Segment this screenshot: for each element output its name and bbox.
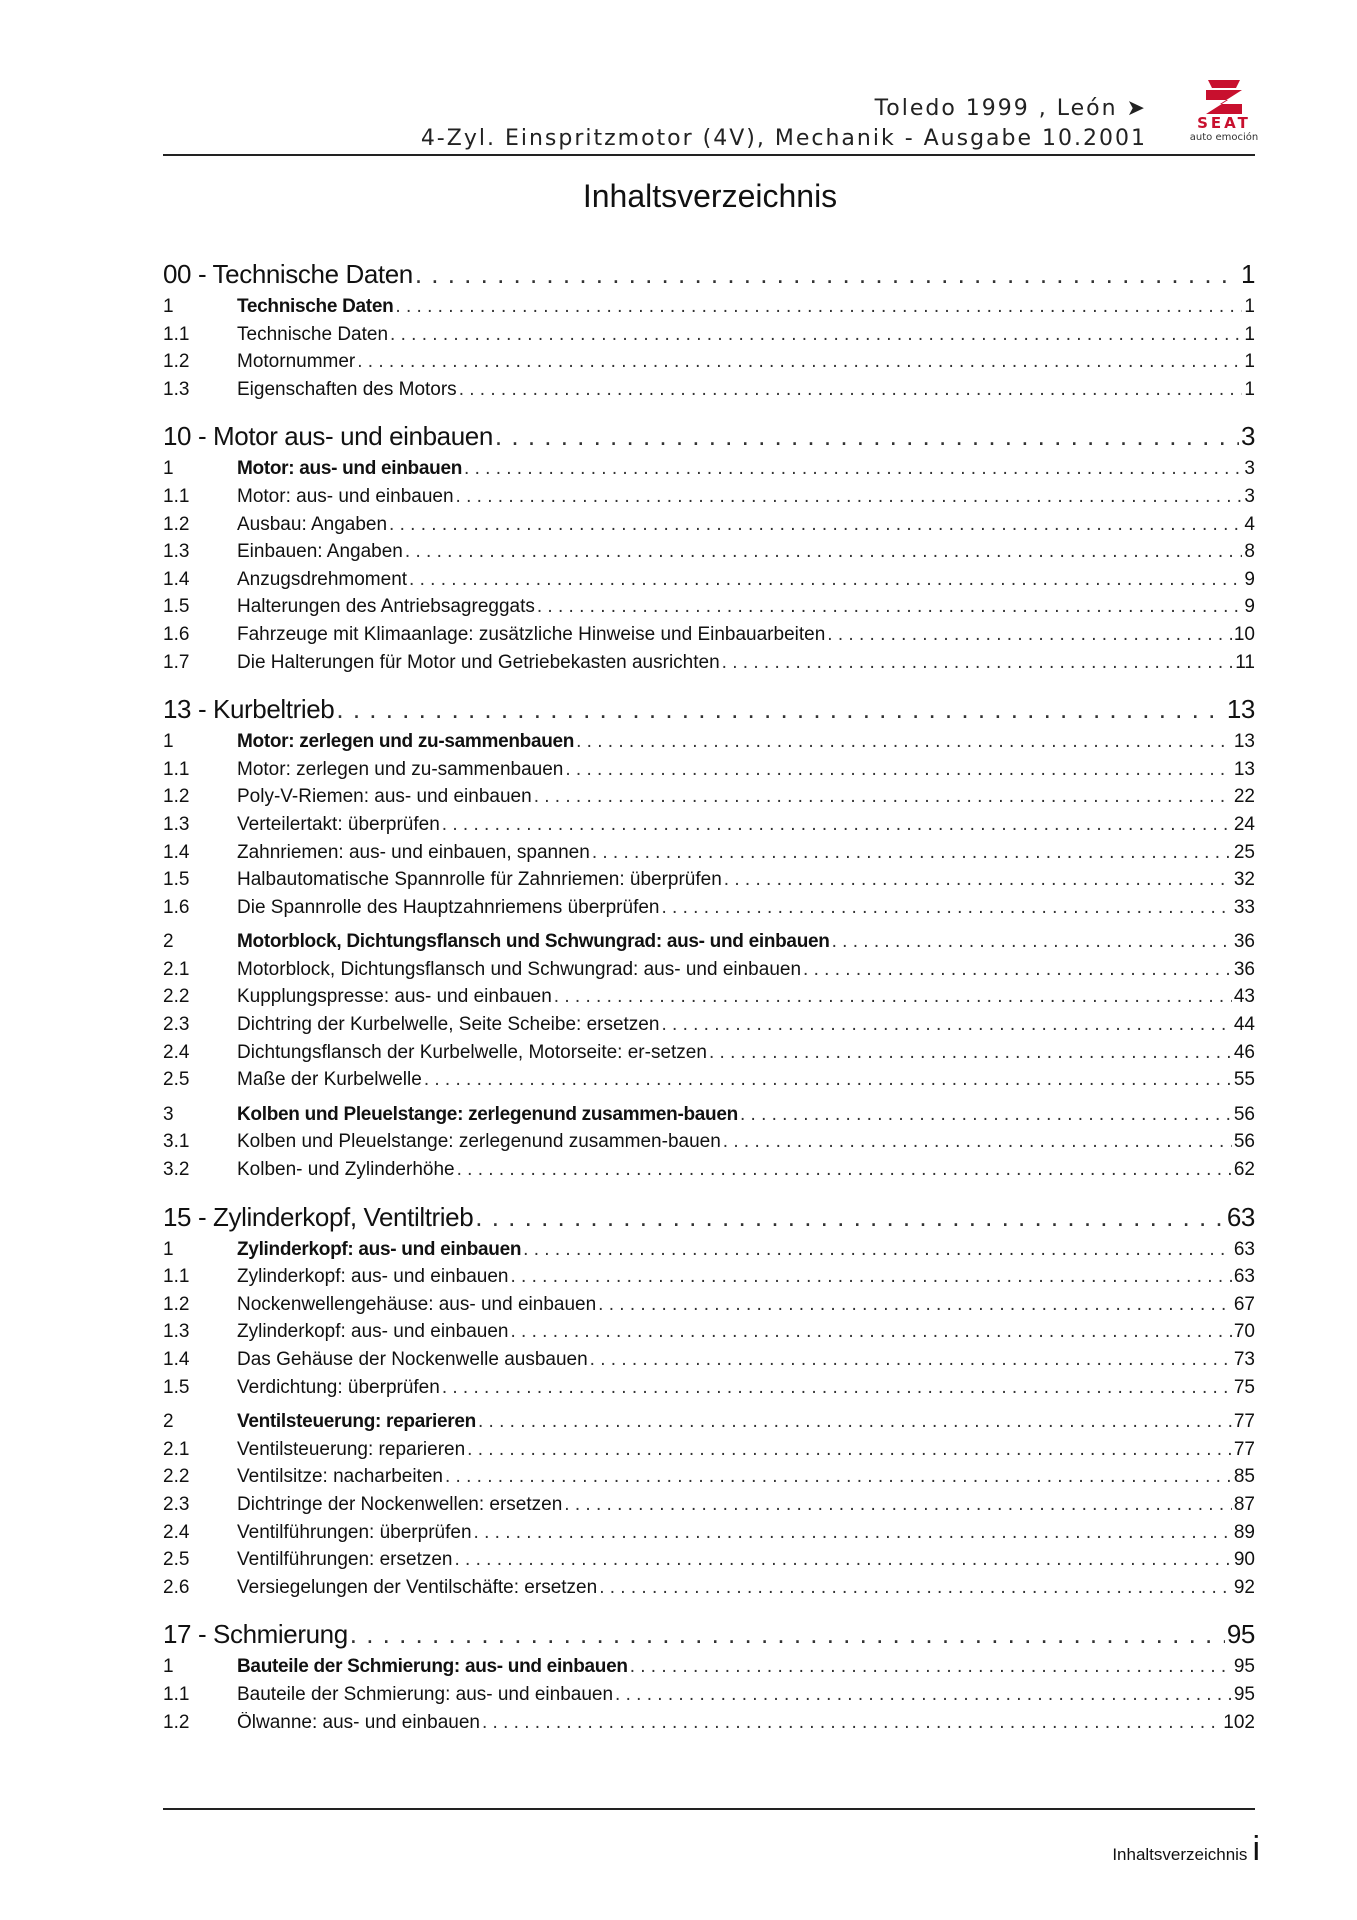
subsection-entry[interactable]	[163, 759, 1255, 787]
entry-page-number: 77	[1233, 1411, 1255, 1433]
chapter-entry[interactable]	[163, 1619, 1255, 1656]
subsection-entry[interactable]	[163, 897, 1255, 925]
entry-number: 3	[163, 1103, 174, 1125]
entry-page-number: 77	[1233, 1438, 1255, 1460]
entry-page-number: 3	[1244, 485, 1255, 507]
dot-leader	[740, 1104, 1232, 1126]
entry-number: 1.4	[163, 568, 190, 590]
entry-number: 1.5	[163, 596, 190, 618]
entry-number: 1	[163, 458, 174, 480]
dot-leader	[409, 569, 1242, 591]
entry-number: 1	[163, 296, 174, 317]
dot-leader	[395, 296, 1242, 318]
entry-number: 1	[163, 1238, 174, 1260]
entry-page-number: 56	[1233, 1103, 1255, 1125]
dot-leader	[482, 1712, 1221, 1734]
dot-leader	[455, 1549, 1232, 1571]
entry-page-number: 90	[1233, 1549, 1255, 1571]
subsection-entry[interactable]	[163, 842, 1255, 870]
entry-title: Fahrzeuge mit Klimaanlage: zusätzliche Hinweise und Einbauarbeiten	[237, 623, 826, 645]
chapter-spacer	[163, 1604, 1255, 1616]
entry-title: Versiegelungen der Ventilschäfte: ersetzen	[237, 1576, 598, 1598]
entry-title: Bauteile der Schmierung: aus- und einbauen	[237, 1656, 628, 1678]
entry-title: Ausbau: Angaben	[237, 513, 388, 535]
entry-title: Halterungen des Antriebsagreggats	[237, 596, 535, 618]
entry-title: Motor: zerlegen und zu-sammenbauen	[237, 758, 564, 780]
dot-leader	[576, 731, 1232, 753]
entry-title: Motorblock, Dichtungsflansch und Schwungrad: aus- und einbauen	[237, 931, 830, 953]
dot-leader	[709, 1042, 1232, 1064]
section-entry[interactable]	[163, 296, 1255, 324]
entry-page-number: 70	[1233, 1321, 1255, 1343]
subsection-entry[interactable]	[163, 869, 1255, 897]
entry-page-number: 3	[1244, 458, 1255, 480]
dot-leader	[456, 486, 1243, 508]
dot-leader	[592, 842, 1232, 864]
subsection-entry[interactable]	[163, 596, 1255, 624]
dot-leader	[554, 986, 1232, 1008]
dot-leader	[442, 814, 1232, 836]
subsection-entry[interactable]	[163, 1159, 1255, 1187]
subsection-entry[interactable]	[163, 514, 1255, 542]
entry-number: 1.2	[163, 513, 190, 535]
subsection-entry[interactable]	[163, 351, 1255, 379]
entry-page-number: 95	[1226, 1619, 1255, 1650]
dot-leader	[599, 1577, 1232, 1599]
subsection-entry[interactable]	[163, 959, 1255, 987]
entry-title: Kolben- und Zylinderhöhe	[237, 1159, 455, 1181]
subsection-entry[interactable]	[163, 486, 1255, 514]
entry-title: Zylinderkopf: aus- und einbauen	[237, 1238, 522, 1260]
entry-title: Nockenwellengehäuse: aus- und einbauen	[237, 1293, 597, 1315]
entry-number: 2.1	[163, 958, 190, 980]
group-spacer	[163, 1097, 1255, 1104]
dot-leader	[630, 1656, 1232, 1678]
entry-title: Verdichtung: überprüfen	[237, 1376, 440, 1398]
entry-number: 1.3	[163, 378, 190, 400]
entry-title: Technische Daten	[237, 323, 389, 345]
entry-page-number: 95	[1233, 1683, 1255, 1705]
dot-leader	[832, 931, 1232, 953]
dot-leader	[467, 1439, 1232, 1461]
entry-number: 2.3	[163, 1493, 190, 1515]
dot-leader	[474, 1522, 1232, 1544]
entry-page-number: 32	[1233, 869, 1255, 891]
section-entry[interactable]	[163, 931, 1255, 959]
dot-leader	[495, 421, 1239, 452]
dot-leader	[357, 351, 1242, 373]
entry-page-number: 13	[1226, 694, 1255, 725]
entry-page-number: 63	[1226, 1201, 1255, 1232]
entry-number: 1.1	[163, 1266, 190, 1288]
dot-leader	[478, 1411, 1232, 1433]
header-engine-line: 4-Zyl. Einspritzmotor (4V), Mechanik - Ausgabe 10.2001	[420, 126, 1147, 151]
entry-number: 1.6	[163, 896, 190, 918]
entry-title: 17 - Schmierung	[163, 1619, 348, 1650]
entry-number: 2.5	[163, 1069, 190, 1091]
entry-number: 1.5	[163, 1376, 190, 1398]
entry-number: 2.2	[163, 1466, 190, 1488]
subsection-entry[interactable]	[163, 786, 1255, 814]
dot-leader	[389, 514, 1242, 536]
logo-wordmark: SEAT	[1197, 114, 1251, 132]
entry-page-number: 1	[1244, 378, 1255, 400]
entry-page-number: 9	[1244, 568, 1255, 590]
chapter-spacer	[163, 679, 1255, 691]
section-entry[interactable]	[163, 1104, 1255, 1132]
chapter-entry[interactable]	[163, 694, 1255, 731]
entry-page-number: 13	[1233, 758, 1255, 780]
subsection-entry[interactable]	[163, 986, 1255, 1014]
dot-leader	[442, 1377, 1232, 1399]
dot-leader	[350, 1619, 1225, 1650]
dot-leader	[565, 759, 1232, 781]
subsection-entry[interactable]	[163, 1069, 1255, 1097]
entry-number: 2.3	[163, 1014, 190, 1036]
subsection-entry[interactable]	[163, 1377, 1255, 1405]
entry-title: Zylinderkopf: aus- und einbauen	[237, 1321, 509, 1343]
entry-number: 2.6	[163, 1576, 190, 1598]
entry-page-number: 95	[1233, 1656, 1255, 1678]
group-spacer	[163, 924, 1255, 931]
entry-page-number: 92	[1233, 1576, 1255, 1598]
entry-page-number: 56	[1233, 1131, 1255, 1153]
entry-number: 1.3	[163, 1321, 190, 1343]
group-spacer	[163, 1404, 1255, 1411]
entry-number: 1.2	[163, 351, 190, 373]
section-entry[interactable]	[163, 731, 1255, 759]
footer-page-number: i	[1252, 1830, 1260, 1868]
entry-number: 1.2	[163, 1293, 190, 1315]
section-entry[interactable]	[163, 1656, 1255, 1684]
entry-number: 1.2	[163, 786, 190, 808]
dot-leader	[510, 1321, 1231, 1343]
table-of-contents	[163, 256, 1255, 1739]
subsection-entry[interactable]	[163, 1494, 1255, 1522]
dot-leader	[336, 694, 1225, 725]
entry-page-number: 24	[1233, 813, 1255, 835]
dot-leader	[661, 897, 1231, 919]
dot-leader	[415, 259, 1239, 290]
entry-title: Dichtring der Kurbelwelle, Seite Scheibe: ersetzen	[237, 1014, 660, 1036]
entry-page-number: 1	[1244, 323, 1255, 345]
section-entry[interactable]	[163, 1411, 1255, 1439]
entry-page-number: 44	[1233, 1014, 1255, 1036]
dot-leader	[661, 1014, 1231, 1036]
entry-page-number: 11	[1235, 651, 1255, 673]
subsection-entry[interactable]	[163, 1131, 1255, 1159]
entry-number: 2.5	[163, 1549, 190, 1571]
entry-title: 10 - Motor aus- und einbauen	[163, 421, 493, 452]
entry-page-number: 102	[1223, 1711, 1255, 1733]
entry-page-number: 89	[1233, 1521, 1255, 1543]
subsection-entry[interactable]	[163, 624, 1255, 652]
entry-number: 2.1	[163, 1438, 190, 1460]
entry-page-number: 10	[1233, 623, 1255, 645]
entry-page-number: 3	[1240, 421, 1255, 452]
entry-number: 1.1	[163, 485, 190, 507]
dot-leader	[723, 1131, 1232, 1153]
dot-leader	[598, 1294, 1232, 1316]
entry-number: 1.3	[163, 813, 190, 835]
subsection-entry[interactable]	[163, 1042, 1255, 1070]
entry-number: 1.5	[163, 869, 190, 891]
entry-page-number: 13	[1233, 731, 1255, 753]
dot-leader	[537, 596, 1243, 618]
dot-leader	[590, 1349, 1232, 1371]
entry-page-number: 8	[1244, 541, 1255, 563]
entry-page-number: 46	[1233, 1041, 1255, 1063]
entry-page-number: 63	[1233, 1266, 1255, 1288]
entry-title: Kupplungspresse: aus- und einbauen	[237, 986, 552, 1008]
dot-leader	[803, 959, 1232, 981]
page-title: Inhaltsverzeichnis	[582, 178, 838, 214]
dot-leader	[523, 1239, 1232, 1261]
entry-page-number: 87	[1233, 1493, 1255, 1515]
entry-title: Die Halterungen für Motor und Getriebekasten ausrichten	[237, 651, 720, 673]
entry-title: 13 - Kurbeltrieb	[163, 694, 335, 725]
entry-number: 2	[163, 1411, 174, 1433]
entry-number: 2	[163, 931, 174, 953]
subsection-entry[interactable]	[163, 652, 1255, 680]
entry-number: 1.4	[163, 841, 190, 863]
entry-page-number: 55	[1233, 1069, 1255, 1091]
subsection-entry[interactable]	[163, 1684, 1255, 1712]
entry-number: 1.7	[163, 651, 190, 673]
entry-title: Motor: aus- und einbauen	[237, 485, 454, 507]
subsection-entry[interactable]	[163, 379, 1255, 407]
subsection-entry[interactable]	[163, 1522, 1255, 1550]
entry-number: 1.1	[163, 1683, 190, 1705]
entry-title: Motor: aus- und einbauen	[237, 458, 463, 480]
entry-title: Ventilsteuerung: reparieren	[237, 1411, 476, 1433]
dot-leader	[475, 1202, 1225, 1233]
chapter-spacer	[163, 1187, 1255, 1199]
logo-tagline: auto emoción	[1189, 132, 1259, 143]
entry-page-number: 73	[1233, 1349, 1255, 1370]
entry-title: Motorblock, Dichtungsflansch und Schwungrad: aus- und einbauen	[237, 958, 802, 980]
dot-leader	[445, 1466, 1232, 1488]
entry-title: Kolben und Pleuelstange: zerlegenund zusammen-bauen	[237, 1131, 721, 1153]
dot-leader	[390, 324, 1242, 346]
subsection-entry[interactable]	[163, 814, 1255, 842]
section-entry[interactable]	[163, 458, 1255, 486]
entry-title: Eigenschaften des Motors	[237, 378, 457, 400]
entry-title: 15 - Zylinderkopf, Ventiltrieb	[163, 1201, 474, 1232]
subsection-entry[interactable]	[163, 541, 1255, 569]
chapter-entry[interactable]	[163, 259, 1255, 296]
subsection-entry[interactable]	[163, 1466, 1255, 1494]
dot-leader	[510, 1266, 1231, 1288]
dot-leader	[724, 869, 1232, 891]
entry-number: 1.1	[163, 323, 190, 345]
entry-page-number: 22	[1233, 786, 1255, 808]
subsection-entry[interactable]	[163, 1549, 1255, 1577]
dot-leader	[464, 458, 1242, 480]
entry-page-number: 43	[1233, 986, 1255, 1008]
dot-leader	[827, 624, 1232, 646]
entry-title: Ölwanne: aus- und einbauen	[237, 1711, 480, 1733]
entry-number: 1.6	[163, 623, 190, 645]
entry-page-number: 67	[1233, 1293, 1255, 1315]
subsection-entry[interactable]	[163, 1014, 1255, 1042]
entry-title: Ventilführungen: überprüfen	[237, 1521, 472, 1543]
entry-page-number: 63	[1233, 1238, 1255, 1260]
section-entry[interactable]	[163, 1239, 1255, 1267]
chapter-spacer	[163, 406, 1255, 418]
entry-page-number: 25	[1233, 841, 1255, 863]
entry-title: Halbautomatische Spannrolle für Zahnriemen: überprüfen	[237, 869, 722, 891]
header-rule	[163, 154, 1255, 156]
dot-leader	[424, 1069, 1232, 1091]
entry-number: 2.4	[163, 1041, 190, 1063]
entry-title: Maße der Kurbelwelle	[237, 1069, 422, 1091]
subsection-entry[interactable]	[163, 1439, 1255, 1467]
entry-page-number: 75	[1233, 1376, 1255, 1398]
entry-title: Verteilertakt: überprüfen	[237, 813, 440, 835]
entry-page-number: 85	[1233, 1466, 1255, 1488]
entry-number: 2.4	[163, 1521, 190, 1543]
chapter-entry[interactable]	[163, 1202, 1255, 1239]
entry-title: Zylinderkopf: aus- und einbauen	[237, 1266, 509, 1288]
entry-number: 1	[163, 1656, 174, 1678]
entry-page-number: 1	[1240, 259, 1255, 289]
entry-page-number: 33	[1233, 896, 1255, 918]
entry-title: Dichtringe der Nockenwellen: ersetzen	[237, 1493, 563, 1515]
dot-leader	[457, 1159, 1232, 1181]
entry-title: Dichtungsflansch der Kurbelwelle, Motorseite: er-setzen	[237, 1041, 707, 1063]
subsection-entry[interactable]	[163, 569, 1255, 597]
entry-number: 1.2	[163, 1711, 190, 1733]
entry-number: 1.4	[163, 1349, 190, 1370]
entry-title: Technische Daten	[237, 296, 394, 317]
entry-title: Ventilführungen: ersetzen	[237, 1549, 453, 1571]
entry-title: Anzugsdrehmoment	[237, 568, 408, 590]
entry-title: Kolben und Pleuelstange: zerlegenund zusammen-bauen	[237, 1103, 738, 1125]
header-model-line: Toledo 1999 , León ➤	[874, 96, 1147, 121]
entry-page-number: 1	[1244, 296, 1255, 317]
entry-number: 3.2	[163, 1159, 190, 1181]
entry-title: Ventilsitze: nacharbeiten	[237, 1466, 443, 1488]
footer-label: Inhaltsverzeichnis	[1112, 1845, 1248, 1864]
entry-title: Poly-V-Riemen: aus- und einbauen	[237, 786, 532, 808]
entry-title: Motor: zerlegen und zu-sammenbauen	[237, 731, 575, 753]
entry-number: 3.1	[163, 1131, 190, 1153]
dot-leader	[564, 1494, 1232, 1516]
chapter-entry[interactable]	[163, 421, 1255, 458]
subsection-entry[interactable]	[163, 1577, 1255, 1605]
entry-page-number: 36	[1233, 958, 1255, 980]
entry-title: Bauteile der Schmierung: aus- und einbauen	[237, 1683, 614, 1705]
dot-leader	[459, 379, 1243, 401]
entry-title: Ventilsteuerung: reparieren	[237, 1438, 466, 1460]
entry-title: Motornummer	[237, 351, 356, 373]
subsection-entry[interactable]	[163, 1294, 1255, 1322]
subsection-entry[interactable]	[163, 1266, 1255, 1294]
entry-title: Zahnriemen: aus- und einbauen, spannen	[237, 841, 590, 863]
entry-number: 1.1	[163, 758, 190, 780]
entry-number: 1.3	[163, 541, 190, 563]
footer-rule	[163, 1808, 1255, 1810]
entry-title: 00 - Technische Daten	[163, 259, 413, 289]
entry-number: 2.2	[163, 986, 190, 1008]
subsection-entry[interactable]	[163, 324, 1255, 352]
entry-number: 1	[163, 731, 174, 753]
entry-title: Das Gehäuse der Nockenwelle ausbauen	[237, 1349, 588, 1370]
entry-page-number: 36	[1233, 931, 1255, 953]
subsection-entry[interactable]	[163, 1349, 1255, 1377]
entry-page-number: 1	[1244, 351, 1255, 373]
entry-page-number: 62	[1233, 1159, 1255, 1181]
footer	[1112, 1830, 1260, 1869]
dot-leader	[405, 541, 1243, 563]
entry-page-number: 4	[1244, 513, 1255, 535]
subsection-entry[interactable]	[163, 1321, 1255, 1349]
dot-leader	[534, 786, 1232, 808]
dot-leader	[722, 652, 1234, 674]
entry-title: Die Spannrolle des Hauptzahnriemens überprüfen	[237, 896, 660, 918]
entry-title: Einbauen: Angaben	[237, 541, 403, 563]
subsection-entry[interactable]	[163, 1712, 1255, 1740]
dot-leader	[615, 1684, 1232, 1706]
entry-page-number: 9	[1244, 596, 1255, 618]
